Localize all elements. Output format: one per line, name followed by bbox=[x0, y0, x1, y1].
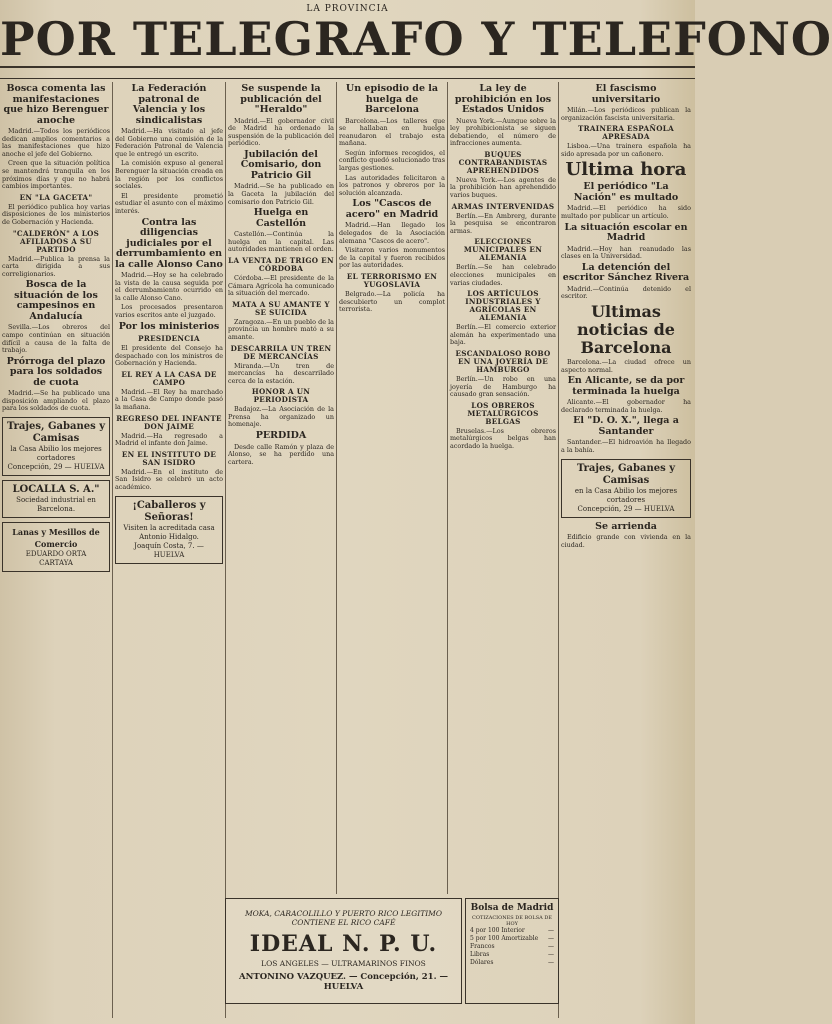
subheadline: HONOR A UN PERIODISTA bbox=[251, 387, 311, 405]
article-text: Berlín.—En Ambrerg, durante la pesquisa se encontraron armas. bbox=[450, 211, 556, 235]
article-text: Madrid.—Continúa detenido el escritor. bbox=[561, 284, 691, 301]
advertisement-lanas: Lanas y Mesillos de Comercio EDUARDO ORTA CARTAYA bbox=[2, 522, 110, 572]
article-text: Según informes recogidos, el conflicto quedó solucionado tras largas gestiones. bbox=[339, 148, 445, 173]
article-text: Milán.—Los periódicos publican la organización fascista universitaria. bbox=[561, 106, 691, 122]
article-text: Madrid.—Ha visitado al jefe del Gobierno una comisión de la Federación Patronal de Valencia que le entregó un escrito. bbox=[115, 127, 223, 158]
stock-row bbox=[466, 943, 558, 951]
column-divider bbox=[336, 82, 337, 894]
stock-rows bbox=[466, 927, 558, 967]
article-text: Belgrado.—La policía ha descubierto un complot terrorista. bbox=[339, 290, 445, 314]
subheadline: EN EL INSTITUTO DE SAN ISIDRO bbox=[121, 449, 217, 467]
column-divider bbox=[558, 82, 559, 1018]
article-text: Las autoridades felicitaron a los patronos y obreros por la solución alcanzada. bbox=[339, 173, 445, 197]
stock-label: Francos bbox=[470, 943, 495, 950]
headline: La Federación patronal de Valencia y los sindicalistas bbox=[131, 83, 207, 126]
subheadline: TRAINERA ESPAÑOLA APRESADA bbox=[577, 124, 675, 142]
section-title-ultima-hora: Ultima hora bbox=[565, 159, 687, 181]
subheadline: REGRESO DEL INFANTE DON JAIME bbox=[116, 413, 222, 431]
article-text: Madrid.—Han llegado los delegados de la Asociación alemana "Cascos de acero". bbox=[339, 221, 445, 245]
ad-brand: IDEAL N. P. U. bbox=[249, 931, 438, 957]
article-text: Barcelona.—La ciudad ofrece un aspecto normal. bbox=[561, 357, 691, 374]
advertisement-localla: LOCALLA S. A." Sociedad industrial en Barcelona. bbox=[2, 480, 110, 518]
article-text: Lisboa.—Una trainera española ha sido apresada por un cañonero. bbox=[561, 142, 691, 158]
article-text: Berlín.—Se han celebrado elecciones municipales en varias ciudades. bbox=[450, 263, 556, 287]
article-text: Córdoba.—El presidente de la Cámara Agrícola ha comunicado la situación del mercado. bbox=[228, 273, 334, 298]
subheadline: ELECCIONES MUNICIPALES EN ALEMANIA bbox=[463, 237, 543, 263]
article-text: Visitaron varios monumentos de la capital y fueron recibidos por las autoridades. bbox=[339, 246, 445, 270]
article-text: Madrid.—Hoy han reanudado las clases en la Universidad. bbox=[561, 244, 691, 261]
stock-row bbox=[466, 927, 558, 935]
column-divider bbox=[447, 82, 448, 894]
advertisement-trajes: Trajes, Gabanes y Camisas en la Casa Abilio los mejores cortadores Concepción, 29 — HUELVA bbox=[561, 459, 691, 518]
headline: Se arrienda bbox=[595, 520, 657, 532]
subheadline: ESCANDALOSO ROBO EN UNA JOYERÍA DE HAMBURGO bbox=[455, 349, 551, 374]
article-text: Edificio grande con vivienda en la ciudad. bbox=[561, 533, 691, 549]
headline: Contra las diligencias judiciales por el derrumbamiento en la calle Alonso Cano bbox=[115, 216, 223, 270]
stock-value: — bbox=[548, 935, 554, 942]
headline: Huelga en Castellón bbox=[253, 207, 309, 229]
article-text: Los procesados presentaron varios escritos ante el juzgado. bbox=[115, 303, 223, 319]
article-text: Madrid.—Todos los periódicos dedican amplios comentarios a las manifestaciones que hizo anoche el jefe del Gobierno. bbox=[2, 127, 110, 158]
column-3 bbox=[228, 82, 334, 894]
article-text: El presidente del Consejo ha despachado con los ministros de Gobernación y Hacienda. bbox=[115, 344, 223, 368]
headline: Los "Cascos de acero" en Madrid bbox=[345, 198, 439, 220]
headline: Bosca comenta las manifestaciones que hizo Berenguer anoche bbox=[3, 83, 109, 126]
subheadline: BUQUES CONTRABANDISTAS APREHENDIDOS bbox=[458, 149, 548, 175]
article-text: El periódico publica hoy varias disposiciones de los ministerios de Gobernación y Hacienda. bbox=[2, 202, 110, 226]
stock-label: 4 por 100 Interior bbox=[470, 927, 525, 934]
section-title-barcelona: Ultimas noticias de Barcelona bbox=[577, 301, 675, 357]
column-4 bbox=[339, 82, 445, 894]
article-text: El presidente prometió estudiar el asunto con el máximo interés. bbox=[115, 191, 223, 215]
column-2 bbox=[115, 82, 223, 1018]
headline: La ley de prohibición en los Estados Unidos bbox=[454, 83, 552, 115]
column-divider bbox=[225, 82, 226, 1018]
column-divider bbox=[112, 82, 113, 1018]
masthead-rule-top bbox=[0, 66, 695, 68]
subheadline: LOS OBREROS METALÚRGICOS BELGAS bbox=[467, 400, 539, 426]
subheadline: DESCARRILA UN TREN DE MERCANCÍAS bbox=[230, 343, 332, 361]
article-text: Santander.—El hidroavión ha llegado a la bahía. bbox=[561, 438, 691, 454]
article-text: Madrid.—Se ha publicado una disposición ampliando el plazo para los soldados de cuota. bbox=[2, 389, 110, 413]
headline: PERDIDA bbox=[255, 430, 307, 442]
article-text: Zaragoza.—En un pueblo de la provincia un hombre mató a su amante. bbox=[228, 317, 334, 341]
subheadline: EL TERRORISMO EN YUGOSLAVIA bbox=[346, 272, 438, 289]
stock-value: — bbox=[548, 943, 554, 950]
subheadline: "CALDERÓN" A LOS AFILIADOS A SU PARTIDO bbox=[12, 228, 100, 254]
article-text: Madrid.—Se ha publicado en la Gaceta la jubilación del comisario don Patricio Gil. bbox=[228, 182, 334, 206]
stock-label: 5 por 100 Amortizable bbox=[470, 935, 539, 942]
article-text: Alicante.—El gobernador ha declarado terminada la huelga. bbox=[561, 398, 691, 414]
article-text: Sevilla.—Los obreros del campo continúan en situación difícil a causa de la falta de trabajo. bbox=[2, 323, 110, 355]
subheadline: EL REY A LA CASA DE CAMPO bbox=[121, 369, 217, 387]
headline: El "D. O. X.", llega a Santander bbox=[573, 415, 679, 437]
subheadline: PRESIDENCIA bbox=[138, 334, 200, 344]
advertisement-trajes: Trajes, Gabanes y Camisas la Casa Abilio los mejores cortadores Concepción, 29 — HUELVA bbox=[2, 417, 110, 476]
column-1 bbox=[2, 82, 110, 1018]
headline: La situación escolar en Madrid bbox=[564, 221, 688, 244]
stock-exchange-box: Bolsa de Madrid COTIZACIONES DE BOLSA DE HOY 4 por 100 Interior — 5 por 100 Amortizable — Francos — Libras — Dólares — bbox=[465, 898, 559, 1004]
article-text: Creen que la situación política se mantendrá tranquila en los próximos días y que no habrá cambios importantes. bbox=[2, 159, 110, 191]
article-text: Badajoz.—La Asociación de la Prensa ha organizado un homenaje. bbox=[228, 405, 334, 429]
masthead-title: POR TELEGRAFO Y TELEFONO bbox=[0, 12, 832, 66]
stock-row bbox=[466, 935, 558, 943]
headline: En Alicante, se da por terminada la huelga bbox=[567, 375, 685, 397]
headline: Jubilación del Comisario, don Patricio Gil bbox=[240, 148, 322, 181]
subheadline: LA VENTA DE TRIGO EN CÓRDOBA bbox=[228, 255, 334, 273]
headline: La detención del escritor Sánchez Rivera bbox=[562, 261, 690, 284]
article-text: Madrid.—Hoy se ha celebrado la vista de la causa seguida por el derrumbamiento ocurrido en la calle Alonso Cano. bbox=[115, 271, 223, 302]
article-text: Nueva York.—Los agentes de la prohibición han aprehendido varios buques. bbox=[450, 175, 556, 200]
article-text: Madrid.—El gobernador civil de Madrid ha ordenado la suspensión de la publicación del periódico. bbox=[228, 116, 334, 148]
headline: El fascismo universitario bbox=[591, 83, 661, 105]
headline: Bosca de la situación de los campesinos en Andalucía bbox=[14, 279, 98, 322]
article-text: Madrid.—En el instituto de San Isidro se celebró un acto académico. bbox=[115, 467, 223, 492]
masthead-rule-bottom bbox=[0, 78, 695, 79]
headline: Un episodio de la huelga de Barcelona bbox=[345, 83, 439, 115]
headline: Prórroga del plazo para los soldados de cuota bbox=[6, 355, 106, 388]
advertisement-caballeros: ¡Caballeros y Señoras! Visiten la acreditada casa Antonio Hidalgo. Joaquín Costa, 7. — HUELVA bbox=[115, 496, 223, 564]
stock-value: — bbox=[548, 959, 554, 966]
article-text: Barcelona.—Los talleres que se hallaban en huelga reanudaron el trabajo esta mañana. bbox=[339, 116, 445, 148]
subheadline: MATA A SU AMANTE Y SE SUICIDA bbox=[232, 299, 330, 317]
article-text: Desde calle Ramón y plaza de Alonso, se ha perdido una cartera. bbox=[228, 442, 334, 466]
stock-label: Dólares bbox=[470, 959, 494, 966]
subheadline: ARMAS INTERVENIDAS bbox=[451, 201, 555, 211]
article-text: Nueva York.—Aunque sobre la ley prohibicionista se siguen debatiendo, el número de infracciones aumenta. bbox=[450, 116, 556, 148]
article-text: Berlín.—Un robo en una joyería de Hamburgo ha causado gran sensación. bbox=[450, 375, 556, 399]
article-text: La comisión expuso al general Berenguer la situación creada en la región por los conflictos sociales. bbox=[115, 159, 223, 191]
headline: Se suspende la publicación del "Heraldo" bbox=[240, 83, 322, 115]
subheadline: EN "LA GACETA" bbox=[19, 192, 93, 202]
headline: El periódico "La Nación" es multado bbox=[573, 181, 679, 203]
article-text: Madrid.—Publica la prensa la carta dirigida a sus correligionarios. bbox=[2, 254, 110, 278]
article-text: Castellón.—Continúa la huelga en la capital. Las autoridades mantienen el orden. bbox=[228, 230, 334, 254]
stock-row bbox=[466, 951, 558, 959]
article-text: Madrid.—El periódico ha sido multado por publicar un artículo. bbox=[561, 204, 691, 220]
stock-label: Libras bbox=[470, 951, 490, 958]
column-5 bbox=[450, 82, 556, 894]
article-text: Madrid.—El Rey ha marchado a la Casa de Campo donde pasó la mañana. bbox=[115, 387, 223, 412]
column-6 bbox=[561, 82, 691, 1018]
stock-value: — bbox=[548, 951, 554, 958]
article-text: Bruselas.—Los obreros metalúrgicos belgas han acordado la huelga. bbox=[450, 426, 556, 450]
article-text: Berlín.—El comercio exterior alemán ha experimentado una baja. bbox=[450, 323, 556, 347]
advertisement-ideal: MOKA, CARACOLILLO Y PUERTO RICO LEGITIMO CONTIENE EL RICO CAFÉ IDEAL N. P. U. LOS ANGELES — ULTRAMARINOS FINOS ANTONINO VAZQUEZ. — Concepción, 21. — HUELVA bbox=[225, 898, 462, 1004]
article-text: Madrid.—Ha regresado a Madrid el infante don Jaime. bbox=[115, 431, 223, 448]
newspaper-name: LA PROVINCIA bbox=[306, 4, 389, 14]
subheadline: LOS ARTÍCULOS INDUSTRIALES Y AGRÍCOLAS EN ALEMANIA bbox=[465, 289, 541, 323]
headline: Por los ministerios bbox=[118, 320, 220, 332]
stock-row bbox=[466, 959, 558, 967]
stock-value: — bbox=[548, 927, 554, 934]
article-text: Miranda.—Un tren de mercancías ha descarrilado cerca de la estación. bbox=[228, 361, 334, 385]
